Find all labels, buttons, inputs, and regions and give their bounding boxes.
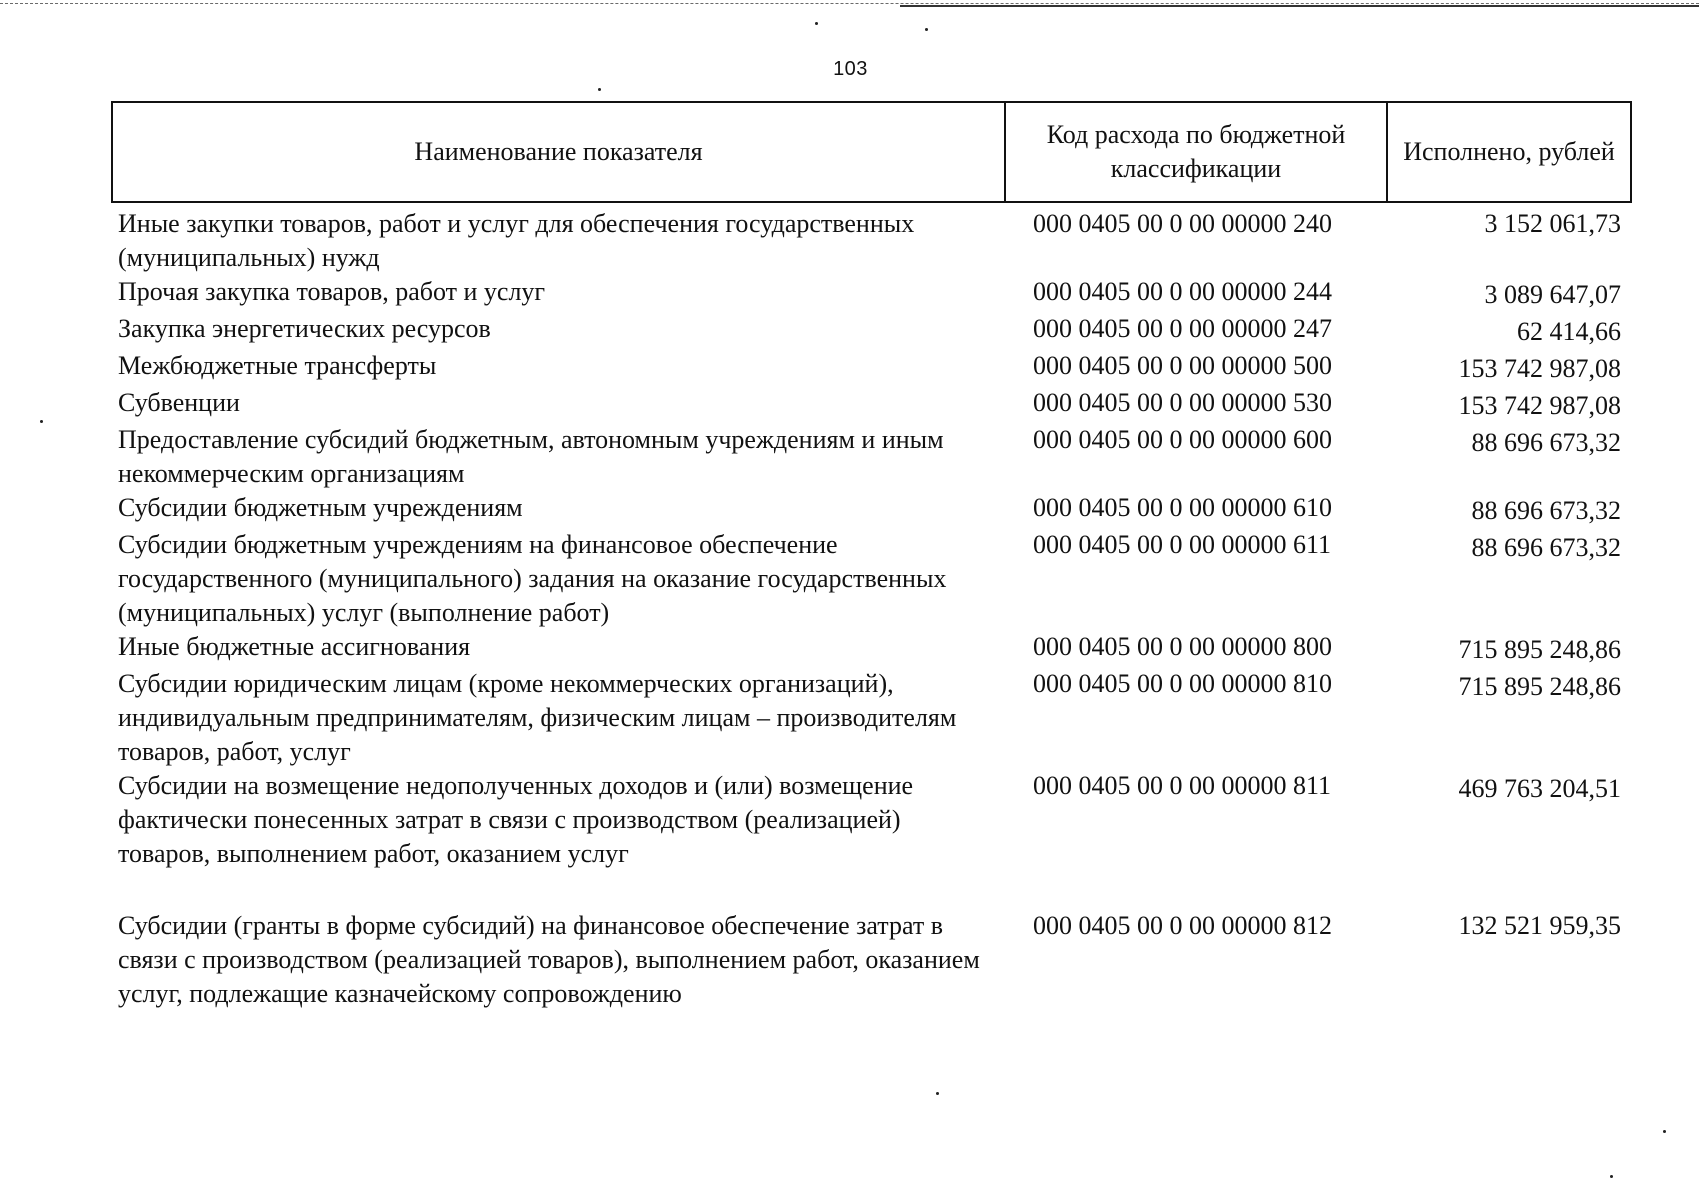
row-code: 000 0405 00 0 00 00000 247 [1033,314,1332,343]
row-code: 000 0405 00 0 00 00000 811 [1033,771,1332,800]
budget-expenses-table [111,101,1632,1011]
scan-top-solid-rule [900,5,1699,7]
row-amount: 62 414,66 [1517,317,1621,346]
header-executed-amount: Исполнено, рублей [1387,102,1631,202]
row-code: 000 0405 00 0 00 00000 600 [1033,425,1332,454]
table-body [112,202,1631,1011]
header-budget-code: Код расхода по бюджетной классификации [1005,102,1387,202]
row-amount: 153 742 987,08 [1458,391,1621,420]
row-code: 000 0405 00 0 00 00000 530 [1033,388,1332,417]
row-amount: 469 763 204,51 [1458,774,1621,803]
table-row [112,528,1631,630]
row-amount: 88 696 673,32 [1471,533,1621,562]
row-name: Иные бюджетные ассигнования [118,632,471,661]
row-code: 000 0405 00 0 00 00000 610 [1033,493,1332,522]
table-row [112,769,1631,871]
row-amount: 715 895 248,86 [1458,635,1621,664]
table-row [112,386,1631,423]
table-row [112,871,1631,1011]
row-name: Прочая закупка товаров, работ и услуг [118,277,546,306]
table-row [112,312,1631,349]
row-amount: 132 521 959,35 [1458,911,1621,940]
row-amount: 88 696 673,32 [1471,428,1621,457]
row-code: 000 0405 00 0 00 00000 800 [1033,632,1332,661]
row-code: 000 0405 00 0 00 00000 500 [1033,351,1332,380]
row-name: Иные закупки товаров, работ и услуг для обеспечения государственных (муниципальных) нужд [118,209,915,272]
row-name: Предоставление субсидий бюджетным, автономным учреждениям и иным некоммерческим организациям [118,425,944,488]
table-row [112,423,1631,491]
table-row [112,275,1631,312]
scan-speck [1610,1175,1613,1178]
scan-speck [925,28,928,31]
row-name: Субсидии бюджетным учреждениям [118,493,523,522]
row-amount: 88 696 673,32 [1471,496,1621,525]
scan-speck [936,1092,939,1095]
scan-speck [598,88,601,91]
scan-speck [815,22,818,25]
table-header [112,102,1631,202]
row-name: Закупка энергетических ресурсов [118,314,491,343]
row-name: Субсидии юридическим лицам (кроме некоммерческих организаций), индивидуальным предпринимателям, физическим лицам – производителям товаров, работ, услуг [118,669,957,766]
table-row [112,667,1631,769]
header-indicator-name: Наименование показателя [112,102,1005,202]
table-row [112,349,1631,386]
row-amount: 153 742 987,08 [1458,354,1621,383]
scan-speck [1663,1130,1666,1133]
row-name: Субсидии на возмещение недополученных доходов и (или) возмещение фактически понесенных затрат в связи с производством (реализацией) товаров, выполнением работ, оказанием услуг [118,771,914,868]
page-number: 103 [833,58,868,80]
row-amount: 3 089 647,07 [1484,280,1621,309]
table-row [112,202,1631,275]
scan-top-dashed-rule [0,3,1699,4]
row-name: Субсидии (гранты в форме субсидий) на финансовое обеспечение затрат в связи с производством (реализацией товаров), выполнением работ, оказанием услуг, подлежащие казначейскому сопровождению [118,911,980,1008]
header-row [112,102,1631,202]
row-code: 000 0405 00 0 00 00000 244 [1033,277,1332,306]
row-code: 000 0405 00 0 00 00000 240 [1033,209,1332,238]
row-amount: 3 152 061,73 [1484,209,1621,238]
row-name: Субвенции [118,388,240,417]
scan-speck [40,420,43,423]
table-row [112,630,1631,667]
row-name: Субсидии бюджетным учреждениям на финансовое обеспечение государственного (муниципального) задания на оказание государственных (муниципальных) услуг (выполнение работ) [118,530,947,627]
row-amount: 715 895 248,86 [1458,672,1621,701]
row-code: 000 0405 00 0 00 00000 611 [1033,530,1332,559]
row-code: 000 0405 00 0 00 00000 812 [1033,911,1332,940]
row-name: Межбюджетные трансферты [118,351,437,380]
row-code: 000 0405 00 0 00 00000 810 [1033,669,1332,698]
table-row [112,491,1631,528]
